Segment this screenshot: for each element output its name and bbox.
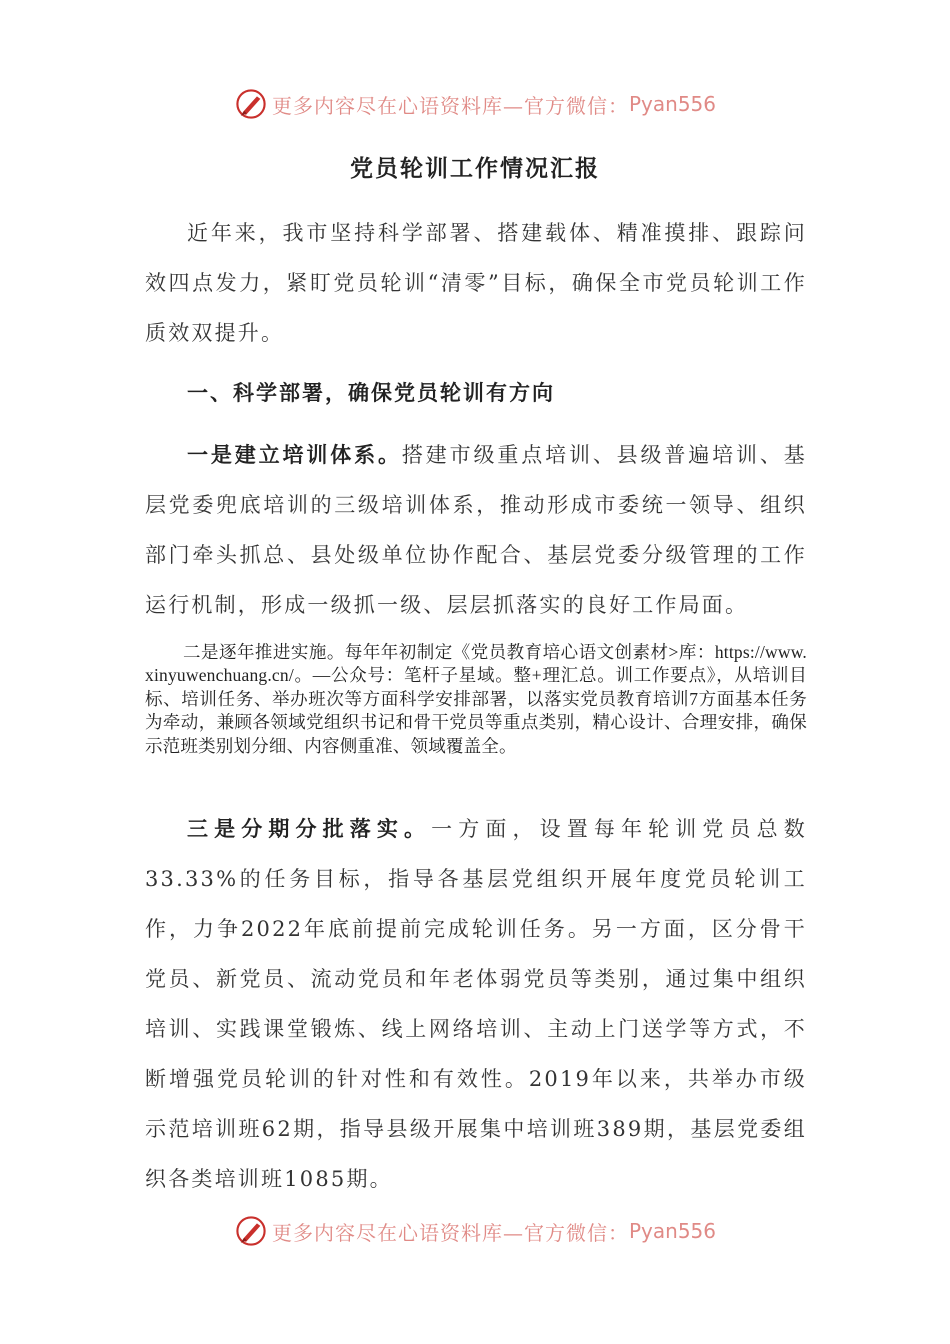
page-title: 党员轮训工作情况汇报 [350, 155, 600, 182]
paragraph-annual-plan: 二是逐年推进实施。每年年初制定《党员教育培心语文创素材>库：https://www.xinyuwenchuang.cn/。—公众号：笔杆子星域。整+理汇总。训工作要点》，从培训目标、培训任务、举办班次等方面科学安排部署，以落实党员教育培训7方面基本任务为牵动，兼顾各领域党组织书记和骨干党员等重点类别，精心设计、合理安排，确保示范班类别划分细、内容侧重准、领域覆盖全。 [145, 642, 807, 756]
paragraph-phased-rollout [145, 804, 807, 1204]
footer-banner [0, 1211, 950, 1251]
wechat-id: Pyan556 [628, 92, 716, 116]
paragraph-body: 一方面，设置每年轮训党员总数33.33%的任务目标，指导各基层党组织开展年度党员轮训工作，力争2022年底前提前完成轮训任务。另一方面，区分骨干党员、新党员、流动党员和年老体弱党员等类别，通过集中组织培训、实践课堂锻炼、线上网络培训、主动上门送学等方式，不断增强党员轮训的针对性和有效性。2019年以来，共举办市级示范培训班62期，指导县级开展集中培训班389期，基层党委组织各类培训班1085期。 [145, 817, 807, 1191]
intro-paragraph: 近年来，我市坚持科学部署、搭建载体、精准摸排、跟踪问效四点发力，紧盯党员轮训“清零”目标，确保全市党员轮训工作质效双提升。 [145, 221, 807, 345]
banner-text: 更多内容尽在心语资料库—官方微信： [271, 93, 629, 118]
banner-text: 更多内容尽在心语资料库—官方微信： [271, 1220, 629, 1245]
header-banner [0, 84, 950, 124]
wechat-id: Pyan556 [628, 1219, 716, 1243]
pen-logo-icon [234, 87, 268, 121]
paragraph-lead: 一是建立培训体系。 [187, 442, 402, 467]
paragraph-training-system [145, 430, 807, 630]
paragraph-body: 搭建市级重点培训、县级普遍培训、基层党委兜底培训的三级培训体系，推动形成市委统一领导、组织部门牵头抓总、县处级单位协作配合、基层党委分级管理的工作运行机制，形成一级抓一级、层层抓落实的良好工作局面。 [145, 443, 807, 617]
section-heading: 一、科学部署，确保党员轮训有方向 [187, 380, 555, 405]
paragraph-lead: 三是分期分批落实。 [187, 816, 432, 841]
pen-logo-icon [234, 1214, 268, 1248]
